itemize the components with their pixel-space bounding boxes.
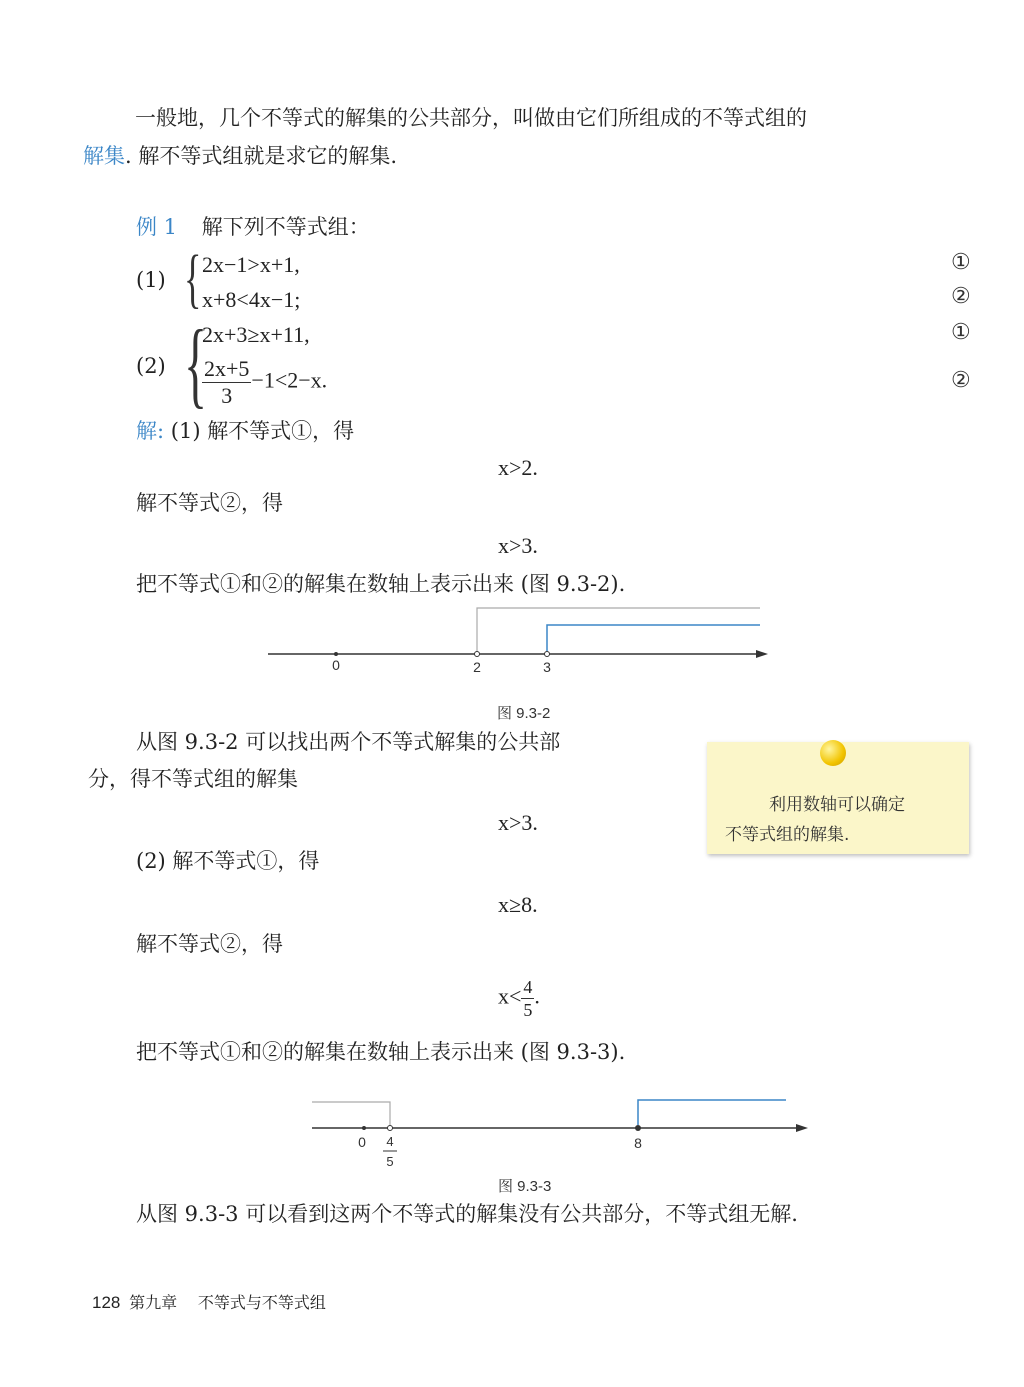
- marker-2a: ②: [951, 284, 971, 309]
- fig1-tick-0: [334, 652, 338, 656]
- fig1-ray-x-gt-2: [477, 608, 760, 651]
- marker-2b: ②: [951, 368, 971, 393]
- fig2-caption: 图 9.3-3: [498, 1178, 552, 1195]
- fig2-label-8: 8: [634, 1135, 642, 1151]
- fig2-label-num: 4: [386, 1134, 394, 1149]
- solution-2-result-2: [498, 978, 540, 1019]
- part1-eq2: x+8<4x−1;: [202, 287, 301, 312]
- fig2-axis-arrow: [796, 1124, 808, 1132]
- fig2-label-den: 5: [386, 1154, 394, 1169]
- solution-1-result-1: x>2.: [498, 455, 538, 480]
- solution-2-result-1: x≥8.: [498, 892, 538, 917]
- part2-eq2-denominator: 3: [221, 383, 233, 408]
- page-footer: [92, 1290, 326, 1313]
- fig1-point-2: [475, 652, 480, 657]
- chapter-title: 不等式与不等式组: [197, 1293, 326, 1312]
- note-line-1: 利用数轴可以确定: [769, 795, 905, 815]
- fig2-ray-x-ge-8: [638, 1100, 786, 1125]
- marker-1b: ①: [951, 320, 971, 345]
- result-2-denominator: 5: [523, 1000, 533, 1020]
- pushpin-icon: [820, 740, 846, 766]
- result-2-numerator: 4: [523, 977, 533, 997]
- fig1-axis-arrow: [756, 650, 768, 658]
- part1-brace: {: [184, 242, 202, 315]
- solution-2-step-1: (2) 解不等式①，得: [136, 849, 320, 873]
- term-solution-set: 解集: [83, 144, 125, 168]
- fig1-ray-x-gt-3: [547, 625, 760, 651]
- intro-line-2-rest: . 解不等式组就是求它的解集.: [125, 144, 398, 168]
- solution-1-result-3: x>3.: [498, 810, 538, 835]
- example-label: 例 1: [136, 215, 178, 239]
- part1-eq1: 2x−1>x+1,: [202, 252, 300, 277]
- part2-brace: {: [184, 310, 208, 417]
- solution-1-step-2: 解不等式②，得: [136, 491, 283, 515]
- marker-1a: ①: [951, 250, 971, 275]
- solution-1-step-4a: 从图 9.3-2 可以找出两个不等式解集的公共部: [136, 730, 561, 754]
- chapter-label: 第九章: [129, 1293, 178, 1312]
- part1-label: (1): [136, 268, 166, 292]
- fig1-label-3: 3: [543, 659, 551, 675]
- solution-2-step-2: 解不等式②，得: [136, 932, 283, 956]
- solution-1-step-3: 把不等式①和②的解集在数轴上表示出来 (图 9.3-2).: [136, 572, 626, 596]
- fig2-point-8: [635, 1125, 641, 1131]
- solution-2-conclusion: 从图 9.3-3 可以看到这两个不等式的解集没有公共部分，不等式组无解.: [136, 1202, 798, 1226]
- intro-line-1: 一般地，几个不等式的解集的公共部分，叫做由它们所组成的不等式组的: [135, 106, 807, 130]
- fig2-tick-0: [362, 1126, 366, 1130]
- part2-eq2-numerator: 2x+5: [204, 356, 250, 381]
- note-line-2: 不等式组的解集.: [725, 825, 850, 845]
- result-2-suffix: .: [534, 983, 540, 1009]
- solution-1-step-4b: 分，得不等式组的解集: [88, 767, 298, 791]
- fig2-point-4-5: [388, 1126, 393, 1131]
- page-number: 128: [92, 1293, 121, 1312]
- solution-1-result-2: x>3.: [498, 533, 538, 558]
- example-prompt: 解下列不等式组：: [201, 215, 370, 239]
- result-2-prefix: x<: [498, 983, 522, 1009]
- part2-eq2-rest: −1<2−x.: [251, 367, 328, 393]
- part2-eq1: 2x+3≥x+11,: [202, 322, 310, 347]
- part2-label: (2): [136, 354, 166, 378]
- fig1-label-2: 2: [473, 659, 481, 675]
- fig1-caption: 图 9.3-2: [497, 705, 551, 722]
- fig2-label-0: 0: [358, 1134, 366, 1150]
- fig2-ray-x-lt-4-5: [312, 1102, 390, 1125]
- fig1-point-3: [545, 652, 550, 657]
- solution-2-step-3: 把不等式①和②的解集在数轴上表示出来 (图 9.3-3).: [136, 1040, 626, 1064]
- fig1-label-0: 0: [332, 657, 340, 673]
- solution-label: 解:: [136, 419, 165, 443]
- solution-1-step-1: (1) 解不等式①，得: [170, 419, 355, 443]
